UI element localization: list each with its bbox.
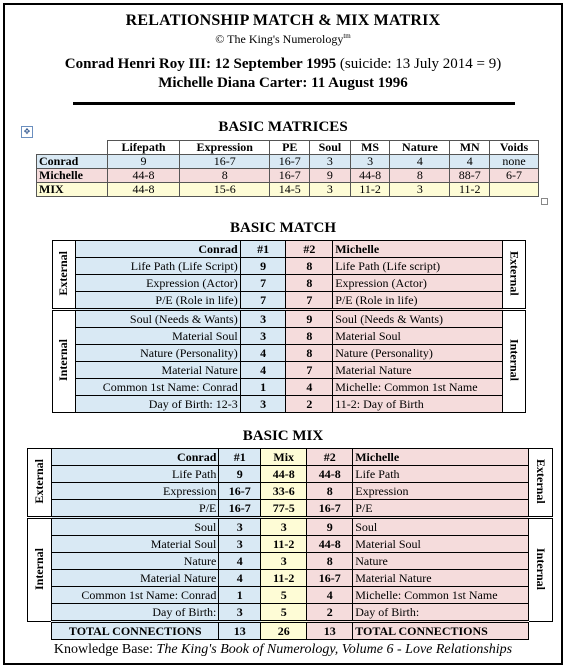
table-header-row bbox=[28, 449, 553, 466]
table-cell: Expression bbox=[52, 483, 219, 500]
table-cell: 9 bbox=[286, 310, 333, 328]
table-cell: Life Path (Life script) bbox=[333, 258, 503, 275]
table-cell: Material Soul bbox=[333, 328, 503, 345]
table-cell: Common 1st Name: Conrad bbox=[52, 587, 219, 604]
table-cell: Expression (Actor) bbox=[333, 275, 503, 292]
table-cell: 2 bbox=[286, 396, 333, 413]
table-row bbox=[28, 518, 553, 536]
table-cell: 3 bbox=[240, 396, 286, 413]
table-row bbox=[53, 258, 526, 275]
table-cell: 1 bbox=[240, 379, 286, 396]
row-label: Michelle bbox=[37, 169, 108, 183]
table-cell: 8 bbox=[286, 328, 333, 345]
table-cell: 16-7 bbox=[219, 500, 261, 518]
table-cell: 11-2 bbox=[350, 183, 390, 197]
table-cell: 4 bbox=[307, 587, 353, 604]
table-cell: 8 bbox=[286, 345, 333, 362]
table-cell: Soul (Needs & Wants) bbox=[75, 310, 240, 328]
basic-matrices-heading: BASIC MATRICES bbox=[218, 119, 348, 135]
col-header: PE bbox=[270, 141, 310, 155]
table-cell: 11-2 bbox=[261, 536, 307, 553]
col-header: Lifepath bbox=[108, 141, 180, 155]
table-cell: 16-7 bbox=[307, 570, 353, 587]
col-header: Michelle bbox=[353, 449, 529, 466]
table-cell: Nature bbox=[52, 553, 219, 570]
table-cell: 3 bbox=[261, 553, 307, 570]
basic-match-table bbox=[52, 240, 526, 413]
table-cell: 44-8 bbox=[350, 169, 390, 183]
table-header-row bbox=[53, 241, 526, 258]
table-cell: Expression bbox=[353, 483, 529, 500]
table-cell: P/E bbox=[353, 500, 529, 518]
table-cell: Common 1st Name: Conrad bbox=[75, 379, 240, 396]
table-cell: Expression (Actor) bbox=[75, 275, 240, 292]
table-row bbox=[28, 587, 553, 604]
table-row bbox=[28, 553, 553, 570]
basic-match-heading: BASIC MATCH bbox=[230, 220, 336, 236]
table-cell: 4 bbox=[390, 155, 450, 169]
table-cell: Material Soul bbox=[52, 536, 219, 553]
table-cell: Michelle: Common 1st Name bbox=[353, 587, 529, 604]
table-cell: Nature bbox=[353, 553, 529, 570]
col-header: Mix bbox=[261, 449, 307, 466]
table-cell: 44-8 bbox=[307, 466, 353, 483]
move-handle-icon[interactable]: ✥ bbox=[21, 126, 33, 138]
table-cell: 3 bbox=[240, 328, 286, 345]
col-header: #1 bbox=[219, 449, 261, 466]
table-cell: Nature (Personality) bbox=[75, 345, 240, 362]
internal-side-label-right: Internal bbox=[503, 310, 526, 413]
table-cell: 44-8 bbox=[108, 183, 180, 197]
document-frame bbox=[3, 3, 563, 665]
internal-side-label: Internal bbox=[53, 310, 76, 413]
col-header: Nature bbox=[390, 141, 450, 155]
table-cell: 15-6 bbox=[180, 183, 270, 197]
table-cell: TOTAL CONNECTIONS bbox=[353, 622, 529, 640]
table-cell: 26 bbox=[261, 622, 307, 640]
footer-reference: Knowledge Base: The King's Book of Numerology, Volume 6 - Love Relationships bbox=[53, 642, 513, 657]
table-row bbox=[53, 362, 526, 379]
table-cell: 3 bbox=[310, 155, 351, 169]
row-label: Conrad bbox=[37, 155, 108, 169]
table-row bbox=[53, 396, 526, 413]
col-header: Conrad bbox=[52, 449, 219, 466]
table-cell: 4 bbox=[286, 379, 333, 396]
person1-line: Conrad Henri Roy III: 12 September 1995 (suicide: 13 July 2014 = 9) bbox=[64, 56, 502, 72]
col-header: #2 bbox=[307, 449, 353, 466]
table-cell: 3 bbox=[219, 518, 261, 536]
col-header: #1 bbox=[240, 241, 286, 258]
table-cell: 8 bbox=[286, 275, 333, 292]
table-cell: 9 bbox=[310, 169, 351, 183]
table-cell: P/E (Role in life) bbox=[75, 292, 240, 310]
table-cell: 4 bbox=[240, 362, 286, 379]
col-header: Expression bbox=[180, 141, 270, 155]
table-row bbox=[28, 500, 553, 518]
external-side-label: External bbox=[28, 449, 52, 518]
table-cell: Life Path bbox=[52, 466, 219, 483]
table-cell: TOTAL CONNECTIONS bbox=[52, 622, 219, 640]
col-header: Voids bbox=[490, 141, 539, 155]
table-row bbox=[53, 310, 526, 328]
table-cell: 3 bbox=[350, 155, 390, 169]
table-cell: 9 bbox=[307, 518, 353, 536]
table-cell: 5 bbox=[261, 587, 307, 604]
totals-row bbox=[28, 622, 553, 640]
table-cell: 9 bbox=[240, 258, 286, 275]
spacer-cell bbox=[28, 622, 52, 640]
table-cell: 8 bbox=[180, 169, 270, 183]
table-cell: 14-5 bbox=[270, 183, 310, 197]
basic-mix-heading: BASIC MIX bbox=[242, 428, 324, 444]
table-cell: Michelle: Common 1st Name bbox=[333, 379, 503, 396]
col-header: Michelle bbox=[333, 241, 503, 258]
table-row bbox=[37, 155, 539, 169]
table-cell: 7 bbox=[286, 292, 333, 310]
table-cell: Material Nature bbox=[353, 570, 529, 587]
table-cell: 8 bbox=[286, 258, 333, 275]
table-cell: 11-2: Day of Birth bbox=[333, 396, 503, 413]
col-header: Soul bbox=[310, 141, 351, 155]
table-cell: 9 bbox=[108, 155, 180, 169]
table-cell: Material Soul bbox=[353, 536, 529, 553]
table-row bbox=[53, 328, 526, 345]
table-cell: Day of Birth: bbox=[353, 604, 529, 622]
table-cell: 3 bbox=[310, 183, 351, 197]
copyright-line: © The King's Numerology$^{tm}$ bbox=[215, 32, 351, 46]
internal-side-label: Internal bbox=[28, 518, 52, 622]
table-cell: 8 bbox=[390, 169, 450, 183]
table-cell: Day of Birth: bbox=[52, 604, 219, 622]
table-cell: Soul (Needs & Wants) bbox=[333, 310, 503, 328]
table-cell: Life Path bbox=[353, 466, 529, 483]
table-cell: Nature (Personality) bbox=[333, 345, 503, 362]
table-cell: 3 bbox=[219, 604, 261, 622]
table-cell: 4 bbox=[240, 345, 286, 362]
table-cell: 11-2 bbox=[450, 183, 490, 197]
table-cell: 3 bbox=[261, 518, 307, 536]
table-row bbox=[53, 292, 526, 310]
table-row bbox=[53, 345, 526, 362]
table-row bbox=[28, 483, 553, 500]
table-cell: 44-8 bbox=[307, 536, 353, 553]
table-cell: Day of Birth: 12-3 bbox=[75, 396, 240, 413]
table-cell: 8 bbox=[307, 553, 353, 570]
table-cell: 3 bbox=[240, 310, 286, 328]
table-cell: 4 bbox=[219, 570, 261, 587]
table-cell: 77-5 bbox=[261, 500, 307, 518]
table-cell: 7 bbox=[240, 292, 286, 310]
table-cell: 3 bbox=[390, 183, 450, 197]
table-cell: Material Nature bbox=[75, 362, 240, 379]
header-divider bbox=[73, 102, 515, 105]
table-row bbox=[28, 570, 553, 587]
spacer-cell bbox=[528, 622, 552, 640]
basic-matrices-table bbox=[36, 140, 539, 197]
table-cell: 44-8 bbox=[108, 169, 180, 183]
table-cell: 8 bbox=[307, 483, 353, 500]
table-cell: 6-7 bbox=[490, 169, 539, 183]
table-cell: Material Nature bbox=[52, 570, 219, 587]
table-cell: 9 bbox=[219, 466, 261, 483]
table-cell: 4 bbox=[219, 553, 261, 570]
table-cell: Soul bbox=[353, 518, 529, 536]
table-row bbox=[37, 183, 539, 197]
col-header: MN bbox=[450, 141, 490, 155]
page-title: RELATIONSHIP MATCH & MIX MATRIX bbox=[125, 12, 441, 29]
table-cell: 16-7 bbox=[270, 169, 310, 183]
external-side-label: External bbox=[53, 241, 76, 310]
table-cell: Life Path (Life Script) bbox=[75, 258, 240, 275]
table-row bbox=[28, 536, 553, 553]
table-row bbox=[28, 604, 553, 622]
table-cell bbox=[490, 183, 539, 197]
row-label: MIX bbox=[37, 183, 108, 197]
matrix-corner bbox=[37, 141, 108, 155]
table-cell: none bbox=[490, 155, 539, 169]
table-cell: P/E (Role in life) bbox=[333, 292, 503, 310]
external-side-label-right: External bbox=[503, 241, 526, 310]
table-resize-handle[interactable] bbox=[541, 198, 548, 205]
table-cell: 13 bbox=[307, 622, 353, 640]
table-cell: P/E bbox=[52, 500, 219, 518]
col-header: MS bbox=[350, 141, 390, 155]
table-cell: 16-7 bbox=[307, 500, 353, 518]
table-row bbox=[53, 379, 526, 396]
table-cell: 16-7 bbox=[270, 155, 310, 169]
table-cell: 16-7 bbox=[219, 483, 261, 500]
table-cell: 16-7 bbox=[180, 155, 270, 169]
table-cell: 11-2 bbox=[261, 570, 307, 587]
table-row bbox=[28, 466, 553, 483]
table-cell: 7 bbox=[286, 362, 333, 379]
table-cell: 4 bbox=[450, 155, 490, 169]
table-row bbox=[37, 169, 539, 183]
person2-line: Michelle Diana Carter: 11 August 1996 bbox=[158, 75, 408, 91]
table-cell: 7 bbox=[240, 275, 286, 292]
table-cell: 2 bbox=[307, 604, 353, 622]
internal-side-label-right: Internal bbox=[528, 518, 552, 622]
table-row bbox=[53, 275, 526, 292]
table-cell: 1 bbox=[219, 587, 261, 604]
col-header: #2 bbox=[286, 241, 333, 258]
table-cell: 33-6 bbox=[261, 483, 307, 500]
table-cell: 5 bbox=[261, 604, 307, 622]
table-cell: 13 bbox=[219, 622, 261, 640]
table-cell: Material Nature bbox=[333, 362, 503, 379]
external-side-label-right: External bbox=[528, 449, 552, 518]
col-header: Conrad bbox=[75, 241, 240, 258]
basic-mix-table bbox=[27, 448, 553, 640]
table-cell: 44-8 bbox=[261, 466, 307, 483]
table-cell: 88-7 bbox=[450, 169, 490, 183]
table-cell: Soul bbox=[52, 518, 219, 536]
table-cell: Material Soul bbox=[75, 328, 240, 345]
table-cell: 3 bbox=[219, 536, 261, 553]
